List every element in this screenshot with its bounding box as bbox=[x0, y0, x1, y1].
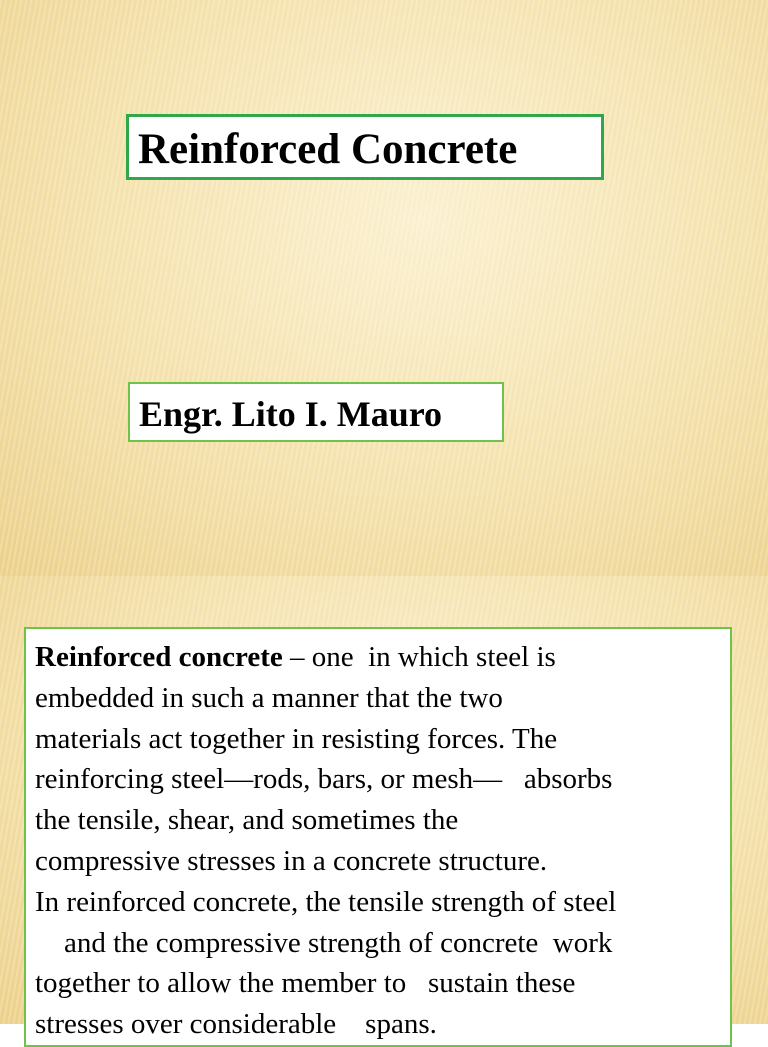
definition-line: together to allow the member to sustain these bbox=[35, 967, 576, 1000]
definition-line: reinforcing steel—rods, bars, or mesh— absorbs bbox=[35, 763, 613, 796]
definition-slide bbox=[0, 576, 768, 1041]
definition-line: embedded in such a manner that the two bbox=[35, 681, 503, 714]
definition-line: the tensile, shear, and sometimes the bbox=[35, 804, 459, 837]
definition-line: compressive stresses in a concrete structure. bbox=[35, 844, 548, 877]
definition-line: In reinforced concrete, the tensile strength of steel bbox=[35, 885, 617, 918]
definition-text-box bbox=[24, 627, 732, 1047]
defined-term: Reinforced concrete bbox=[35, 641, 283, 673]
definition-line: and the compressive strength of concrete work bbox=[35, 926, 613, 959]
definition-line: materials act together in resisting forces. The bbox=[35, 722, 558, 755]
author-name: Engr. Lito I. Mauro bbox=[128, 382, 504, 442]
definition-line bbox=[35, 637, 730, 678]
definition-line-text: – one in which steel is bbox=[282, 641, 556, 673]
slide-title: Reinforced Concrete bbox=[126, 114, 604, 180]
definition-line: stresses over considerable spans. bbox=[35, 1008, 437, 1041]
